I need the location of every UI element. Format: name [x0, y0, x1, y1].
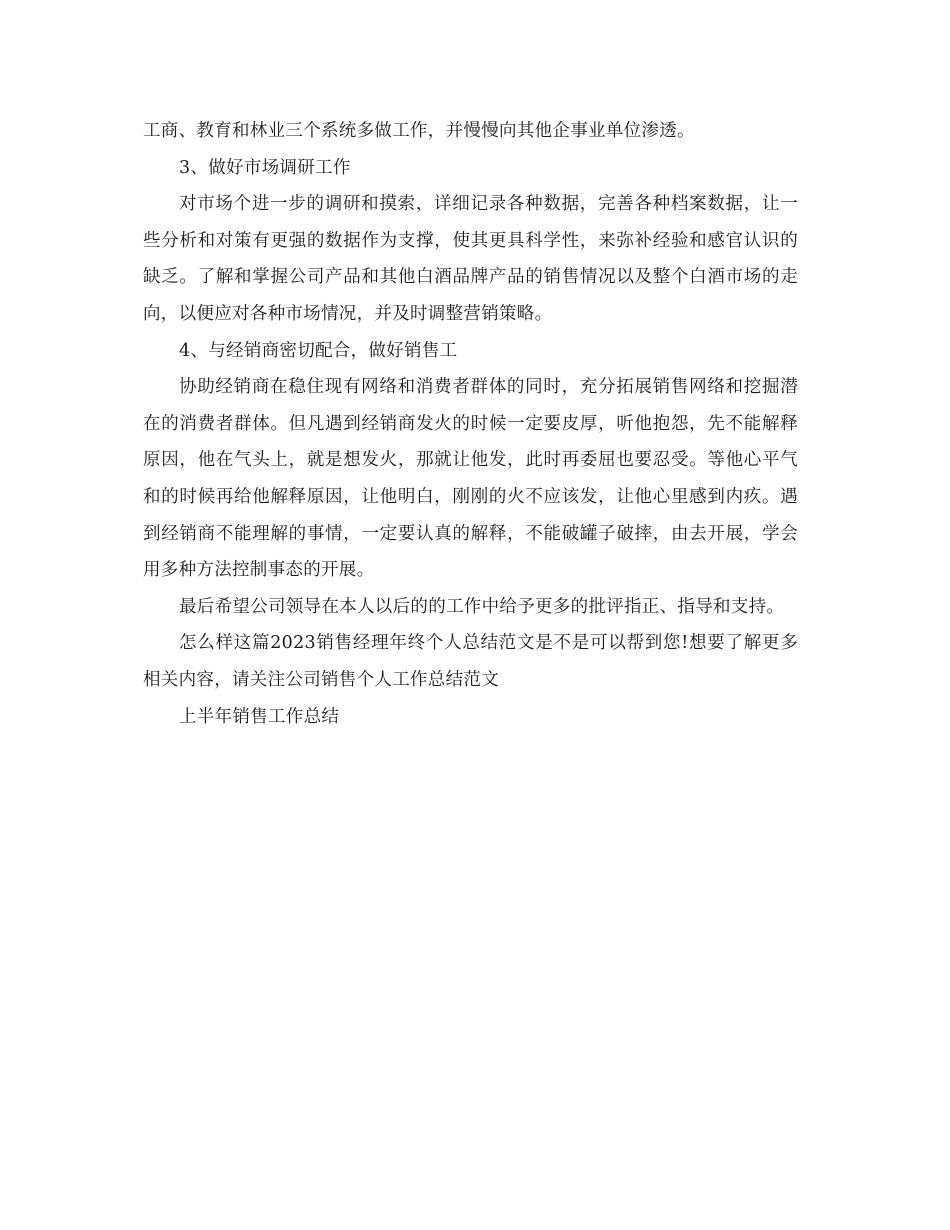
- paragraph-related-content: 怎么样这篇2023销售经理年终个人总结范文是不是可以帮到您!想要了解更多相关内容，请关注公司销售个人工作总结范文: [143, 633, 798, 690]
- paragraph-closing-hope: 最后希望公司领导在本人以后的的工作中给予更多的批评指正、指导和支持。: [179, 596, 785, 617]
- paragraph-continuation: 工商、教育和林业三个系统多做工作，并慢慢向其他企事业单位渗透。: [143, 121, 695, 141]
- document-body: [143, 113, 798, 735]
- section-heading-dealer-cooperation: 4、与经销商密切配合，做好销售工: [179, 340, 458, 361]
- paragraph-dealer-cooperation: 协助经销商在稳住现有网络和消费者群体的同时，充分拓展销售网络和挖掘潜在的消费者群体。但凡遇到经销商发火的时候一定要皮厚，听他抱怨，先不能解释原因，他在气头上，就是想发火，那就让他发，此时再委屈也要忍受。等他心平气和的时候再给他解释原因，让他明白，刚刚的火不应该发，让他心里感到内疚。遇到经销商不能理解的事情，一定要认真的解释，不能破罐子破摔，由去开展，学会用多种方法控制事态的开展。: [143, 377, 798, 581]
- section-heading-market-research: 3、做好市场调研工作: [179, 157, 351, 178]
- paragraph-market-research: 对市场个进一步的调研和摸索，详细记录各种数据，完善各种档案数据，让一些分析和对策有更强的数据作为支撑，使其更具科学性，来弥补经验和感官认识的缺乏。了解和掌握公司产品和其他白酒品牌产品的销售情况以及整个白酒市场的走向，以便应对各种市场情况，并及时调整营销策略。: [143, 194, 798, 324]
- paragraph-related-title: 上半年销售工作总结: [179, 706, 340, 727]
